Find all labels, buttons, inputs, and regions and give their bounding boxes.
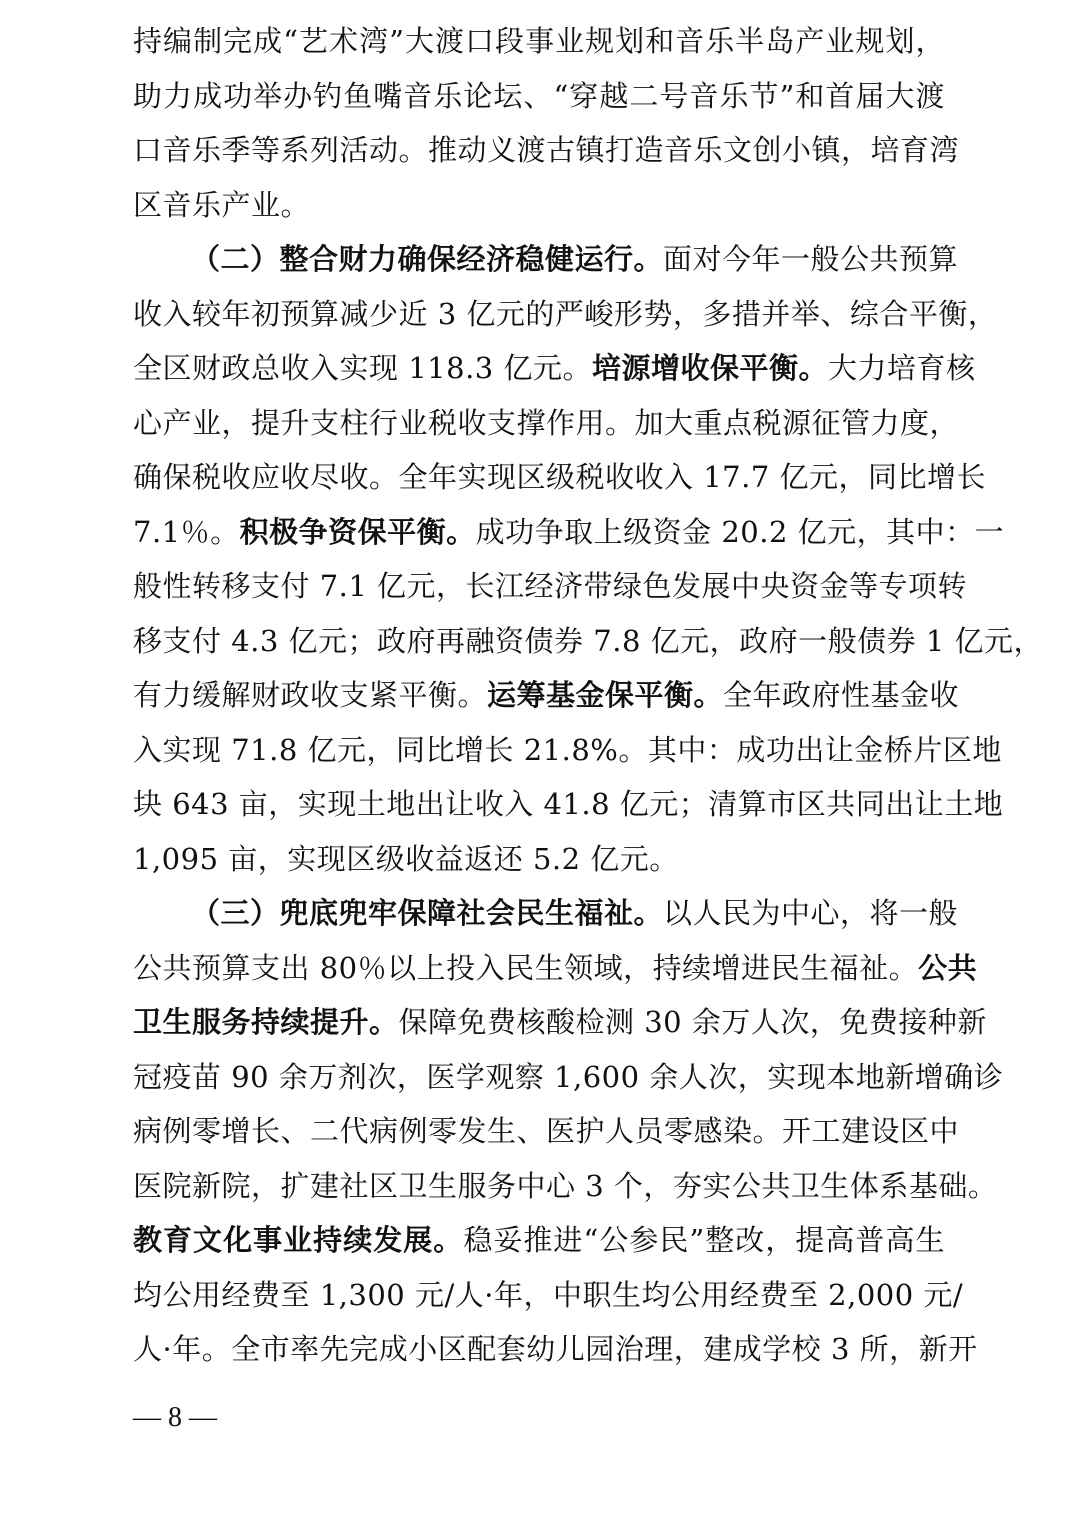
document-body [133, 14, 1044, 1377]
body-text: 1,095 亩，实现区级收益返还 5.2 亿元。 [133, 841, 679, 876]
text-line [133, 123, 960, 178]
body-text: 医院新院，扩建社区卫生服务中心 3 个，夯实公共卫生体系基础。 [133, 1168, 998, 1203]
body-text: 公共预算支出 80％以上投入民生领域，持续增进民生福祉。 [133, 950, 919, 985]
text-line [133, 232, 959, 287]
text-line [133, 14, 945, 69]
body-text: 面对今年一般公共预算 [663, 242, 959, 276]
text-line [133, 668, 960, 723]
bold-heading-text: 积极争资保平衡。 [239, 514, 476, 549]
bold-heading-text: 卫生服务持续提升。 [133, 1005, 399, 1039]
body-text: 确保税收应收尽收。全年实现区级税收收入 17.7 亿元，同比增长 [133, 460, 987, 494]
text-line [133, 396, 960, 451]
text-line [133, 777, 1004, 832]
text-line [133, 1213, 945, 1268]
body-text: 持编制完成“艺术湾”大渡口段事业规划和音乐半岛产业规划， [133, 24, 945, 58]
body-text: 区音乐产业。 [133, 187, 311, 222]
body-text: 全区财政总收入实现 118.3 亿元。 [133, 351, 592, 385]
text-line [133, 1322, 978, 1377]
body-text: 大力培育核 [827, 351, 976, 385]
text-line [133, 178, 945, 233]
page-number: — 8 — [133, 1402, 217, 1433]
body-text: 助力成功举办钓鱼嘴音乐论坛、“穿越二号音乐节”和首届大渡 [133, 78, 945, 113]
text-line [133, 1104, 960, 1159]
text-line [133, 614, 1044, 669]
body-text: 人·年。全市率先完成小区配套幼儿园治理，建成学校 3 所，新开 [133, 1332, 978, 1366]
bold-heading-text: 运筹基金保平衡。 [487, 678, 724, 712]
body-text: 稳妥推进“公参民”整改，提高普高生 [463, 1223, 945, 1257]
bold-heading-text: （三）兜底兜牢保障社会民生福祉。 [191, 896, 664, 930]
body-text: 有力缓解财政收支紧平衡。 [133, 678, 488, 712]
text-line [133, 723, 1002, 778]
body-text: 收入较年初预算减少近 3 亿元的严峻形势，多措并举、综合平衡， [133, 296, 998, 331]
body-text: 保障免费核酸检测 30 余万人次，免费接种新 [398, 1005, 987, 1039]
text-line [133, 69, 945, 124]
text-line [133, 1050, 1004, 1105]
text-line [133, 341, 976, 396]
text-line [133, 559, 968, 614]
body-text: 块 643 亩，实现土地出让收入 41.8 亿元；清算市区共同出让土地 [133, 787, 1004, 821]
text-line [133, 995, 987, 1050]
bold-heading-text: 公共 [918, 950, 978, 985]
body-text: 成功争取上级资金 20.2 亿元，其中：一 [475, 514, 1005, 549]
body-text: 以人民为中心，将一般 [663, 896, 959, 930]
body-text: 移支付 4.3 亿元；政府再融资债券 7.8 亿元，政府一般债券 1 亿元， [133, 623, 1044, 658]
body-text: 般性转移支付 7.1 亿元，长江经济带绿色发展中央资金等专项转 [133, 569, 968, 603]
body-text: 冠疫苗 90 余万剂次，医学观察 1,600 余人次，实现本地新增确诊 [133, 1059, 1004, 1094]
text-line [133, 1268, 964, 1323]
body-text: 7.1％。 [133, 514, 240, 549]
bold-heading-text: 教育文化事业持续发展。 [133, 1223, 464, 1257]
text-line [133, 287, 998, 342]
text-line [133, 941, 978, 996]
body-text: 均公用经费至 1,300 元/人·年，中职生均公用经费至 2,000 元/ [133, 1277, 964, 1312]
text-line [133, 886, 959, 941]
text-line [133, 832, 945, 887]
bold-heading-text: （二）整合财力确保经济稳健运行。 [191, 242, 664, 276]
text-line [133, 450, 987, 505]
body-text: 入实现 71.8 亿元，同比增长 21.8%。其中：成功出让金桥片区地 [133, 732, 1002, 767]
body-text: 心产业，提升支柱行业税收支撑作用。加大重点税源征管力度， [133, 405, 960, 440]
body-text: 全年政府性基金收 [723, 678, 960, 712]
bold-heading-text: 培源增收保平衡。 [591, 351, 828, 385]
text-line [133, 1159, 998, 1214]
text-line [133, 505, 1005, 560]
body-text: 病例零增长、二代病例零发生、医护人员零感染。开工建设区中 [133, 1114, 960, 1148]
body-text: 口音乐季等系列活动。推动义渡古镇打造音乐文创小镇，培育湾 [133, 133, 960, 167]
